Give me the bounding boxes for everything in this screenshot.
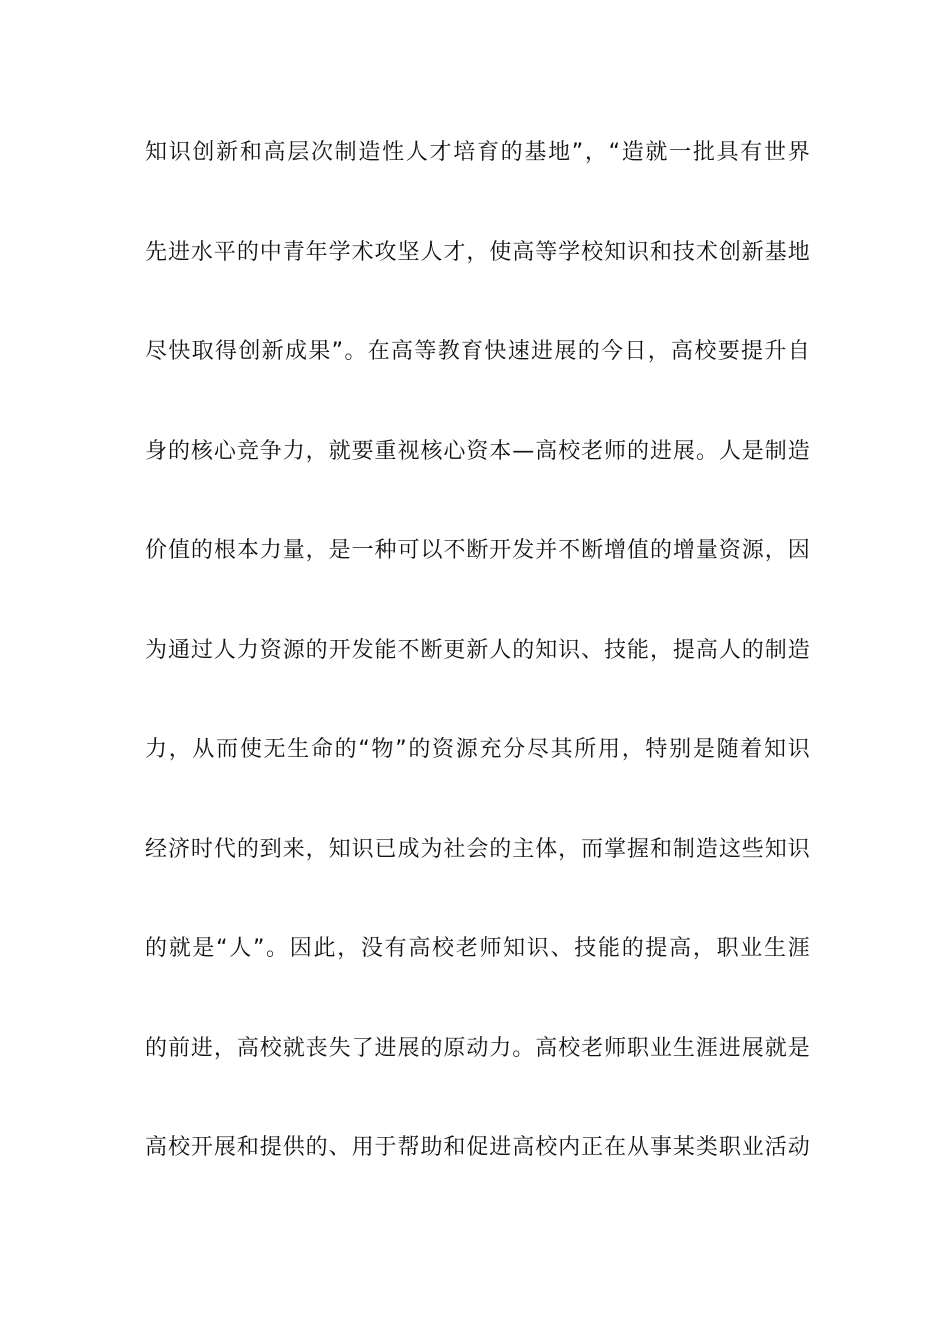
body-text <box>145 128 810 1223</box>
text-line-1: 知识创新和高层次制造性人才培育的基地”，“造就一批具有世界 <box>145 140 810 165</box>
text-line-2: 先进水平的中青年学术攻坚人才，使高等学校知识和技术创新基地 <box>145 239 810 265</box>
text-line-5: 价值的根本力量，是一种可以不断开发并不断增值的增量资源，因 <box>145 538 810 563</box>
text-line-7: 力，从而使无生命的“物”的资源充分尽其所用，特别是随着知识 <box>145 737 810 762</box>
text-line-11: 高校开展和提供的、用于帮助和促进高校内正在从事某类职业活动 <box>145 1135 810 1160</box>
text-line-10: 的前进，高校就丧失了进展的原动力。高校老师职业生涯进展就是 <box>145 1035 810 1061</box>
text-line-8: 经济时代的到来，知识已成为社会的主体，而掌握和制造这些知识 <box>145 836 810 862</box>
text-line-6: 为通过人力资源的开发能不断更新人的知识、技能，提高人的制造 <box>145 637 810 663</box>
text-line-3: 尽快取得创新成果”。在高等教育快速进展的今日，高校要提升自 <box>145 339 810 364</box>
text-line-4: 身的核心竞争力，就要重视核心资本—高校老师的进展。人是制造 <box>145 438 810 464</box>
text-line-9: 的就是“人”。因此，没有高校老师知识、技能的提高，职业生涯 <box>145 936 810 961</box>
